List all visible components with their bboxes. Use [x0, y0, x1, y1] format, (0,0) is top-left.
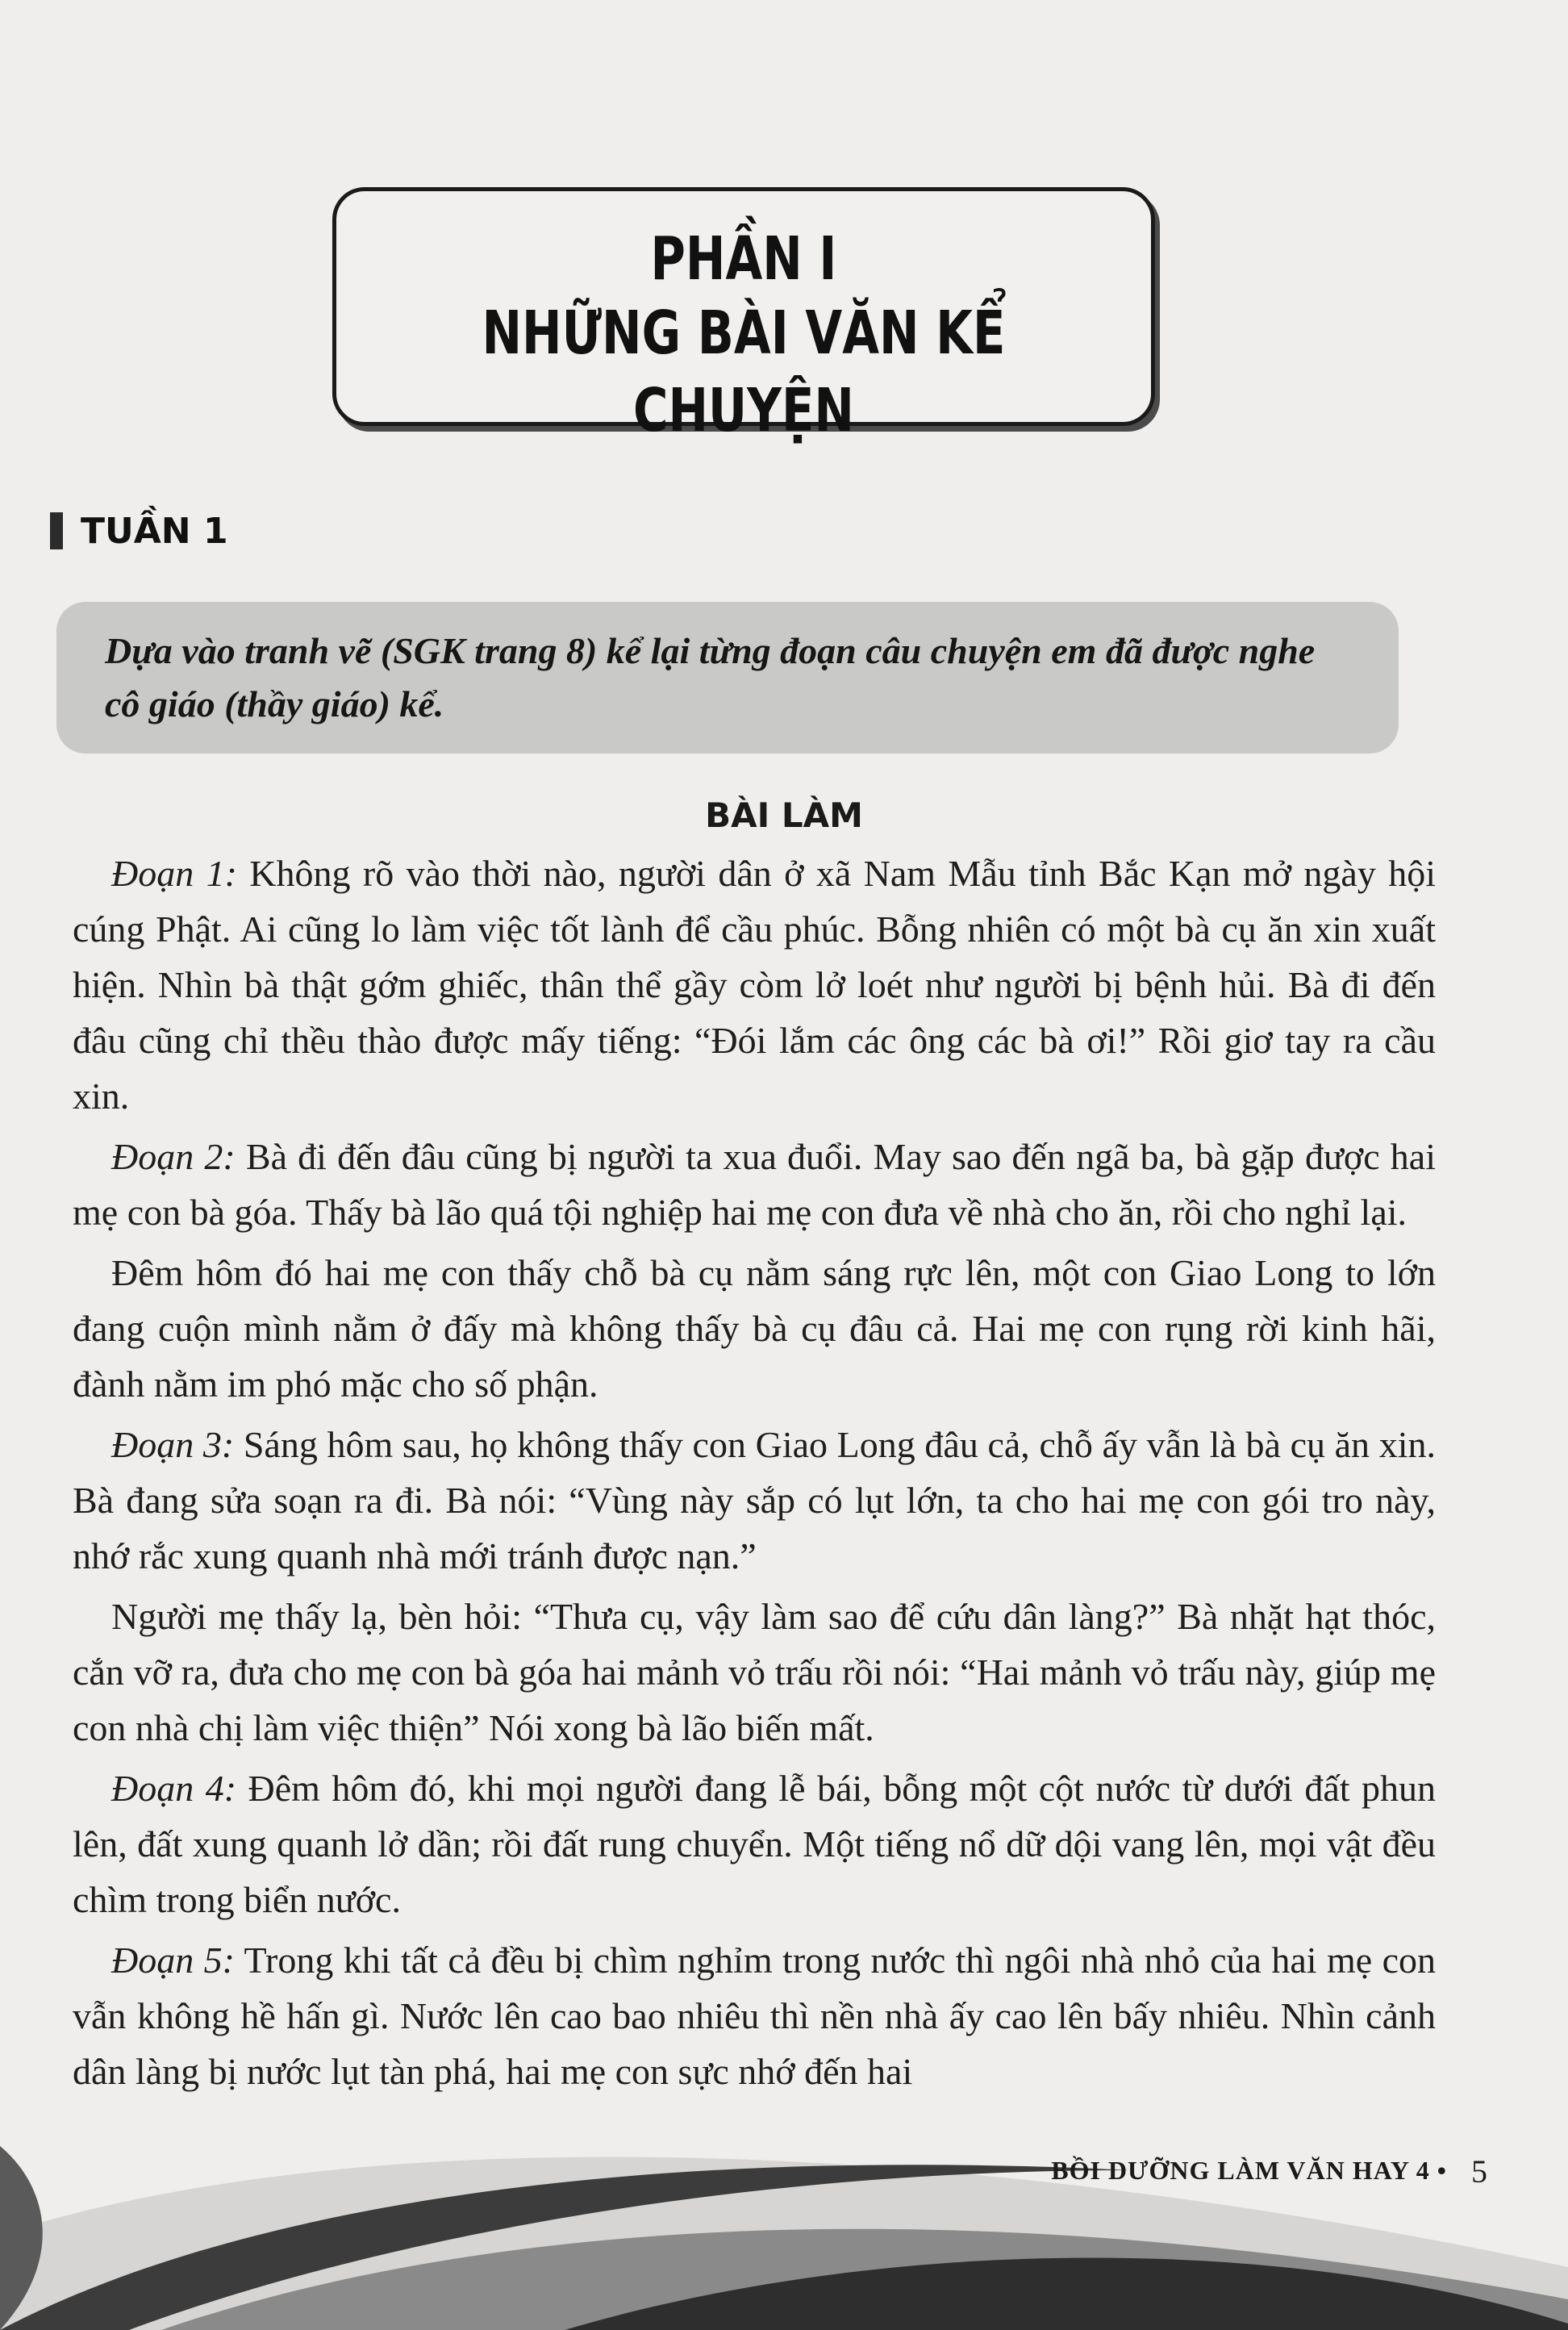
section-heading: BÀI LÀM [705, 795, 863, 835]
paragraph [73, 1589, 1436, 1756]
paragraph-lead: Đoạn 2: [111, 1136, 236, 1177]
paragraph-lead: Đoạn 1: [111, 853, 237, 894]
book-title-footer: BỒI DƯỠNG LÀM VĂN HAY 4 • [1051, 2156, 1447, 2185]
paragraph-text: Không rõ vào thời nào, người dân ở xã Nam Mẫu tỉnh Bắc Kạn mở ngày hội cúng Phật. Ai cũng lo làm việc tốt lành để cầu phúc. Bỗng nhiên có một bà cụ ăn xin xuất hiện. Nhìn bà thật gớm ghiếc, thân thể gầy còm lở loét như người bị bệnh hủi. Bà đi đến đâu cũng chỉ thều thào được mấy tiếng: “Đói lắm các ông các bà ơi!” Rồi giơ tay ra cầu xin. [73, 853, 1436, 1117]
part-title-box [332, 187, 1155, 445]
paragraph [73, 1932, 1436, 2099]
paragraph-text: Đêm hôm đó, khi mọi người đang lễ bái, bỗng một cột nước từ dưới đất phun lên, đất xung quanh lở dần; rồi đất rung chuyển. Một tiếng nổ dữ dội vang lên, mọi vật đều chìm trong biển nước. [73, 1768, 1437, 1920]
paragraph [73, 1417, 1436, 1584]
page-number: 5 [1471, 2153, 1487, 2190]
part-title: PHẦN I [650, 224, 837, 294]
week-marker-bar [50, 512, 63, 549]
paragraph-text: Bà đi đến đâu cũng bị người ta xua đuổi. May sao đến ngã ba, bà gặp được hai mẹ con bà góa. Thấy bà lão quá tội nghiệp hai mẹ con đưa về nhà cho ăn, rồi cho nghỉ lại. [73, 1136, 1436, 1233]
paragraph [73, 1760, 1436, 1927]
paragraph-lead: Đoạn 5: [111, 1940, 235, 1981]
week-heading [50, 507, 228, 555]
story-body [73, 846, 1436, 2104]
paragraph [73, 846, 1436, 1124]
paragraph-text: Trong khi tất cả đều bị chìm nghỉm trong nước thì ngôi nhà nhỏ của hai mẹ con vẫn không hề hấn gì. Nước lên cao bao nhiêu thì nền nhà ấy cao lên bấy nhiêu. Nhìn cảnh dân làng bị nước lụt tàn phá, hai mẹ con sực nhớ đến hai [73, 1940, 1436, 2092]
paragraph-lead: Đoạn 3: [111, 1424, 235, 1465]
paragraph [73, 1245, 1436, 1412]
paragraph-text: Đêm hôm đó hai mẹ con thấy chỗ bà cụ nằm sáng rực lên, một con Giao Long to lớn đang cuộn mình nằm ở đấy mà không thấy bà cụ đâu cả. Hai mẹ con rụng rời kinh hãi, đành nằm im phó mặc cho số phận. [73, 1252, 1436, 1405]
paragraph-text: Người mẹ thấy lạ, bèn hỏi: “Thưa cụ, vậy làm sao để cứu dân làng?” Bà nhặt hạt thóc, cắn vỡ ra, đưa cho mẹ con bà góa hai mảnh vỏ trấu rồi nói: “Hai mảnh vỏ trấu này, giúp mẹ con nhà chị làm việc thiện” Nói xong bà lão biến mất. [73, 1596, 1436, 1748]
assignment-prompt: Dựa vào tranh vẽ (SGK trang 8) kể lại từng đoạn câu chuyện em đã được nghe cô giáo (thầy giáo) kể. [56, 602, 1399, 754]
week-label: TUẦN 1 [81, 510, 228, 552]
part-subtitle: NHỮNG BÀI VĂN KỂ CHUYỆN [482, 299, 1006, 445]
paragraph-text: Sáng hôm sau, họ không thấy con Giao Long đâu cả, chỗ ấy vẫn là bà cụ ăn xin. Bà đang sửa soạn ra đi. Bà nói: “Vùng này sắp có lụt lớn, ta cho hai mẹ con gói tro này, nhớ rắc xung quanh nhà mới tránh được nạn.” [73, 1424, 1436, 1576]
paragraph-lead: Đoạn 4: [111, 1768, 237, 1809]
paragraph [73, 1129, 1436, 1240]
footer-wave-decoration [0, 2114, 1568, 2330]
